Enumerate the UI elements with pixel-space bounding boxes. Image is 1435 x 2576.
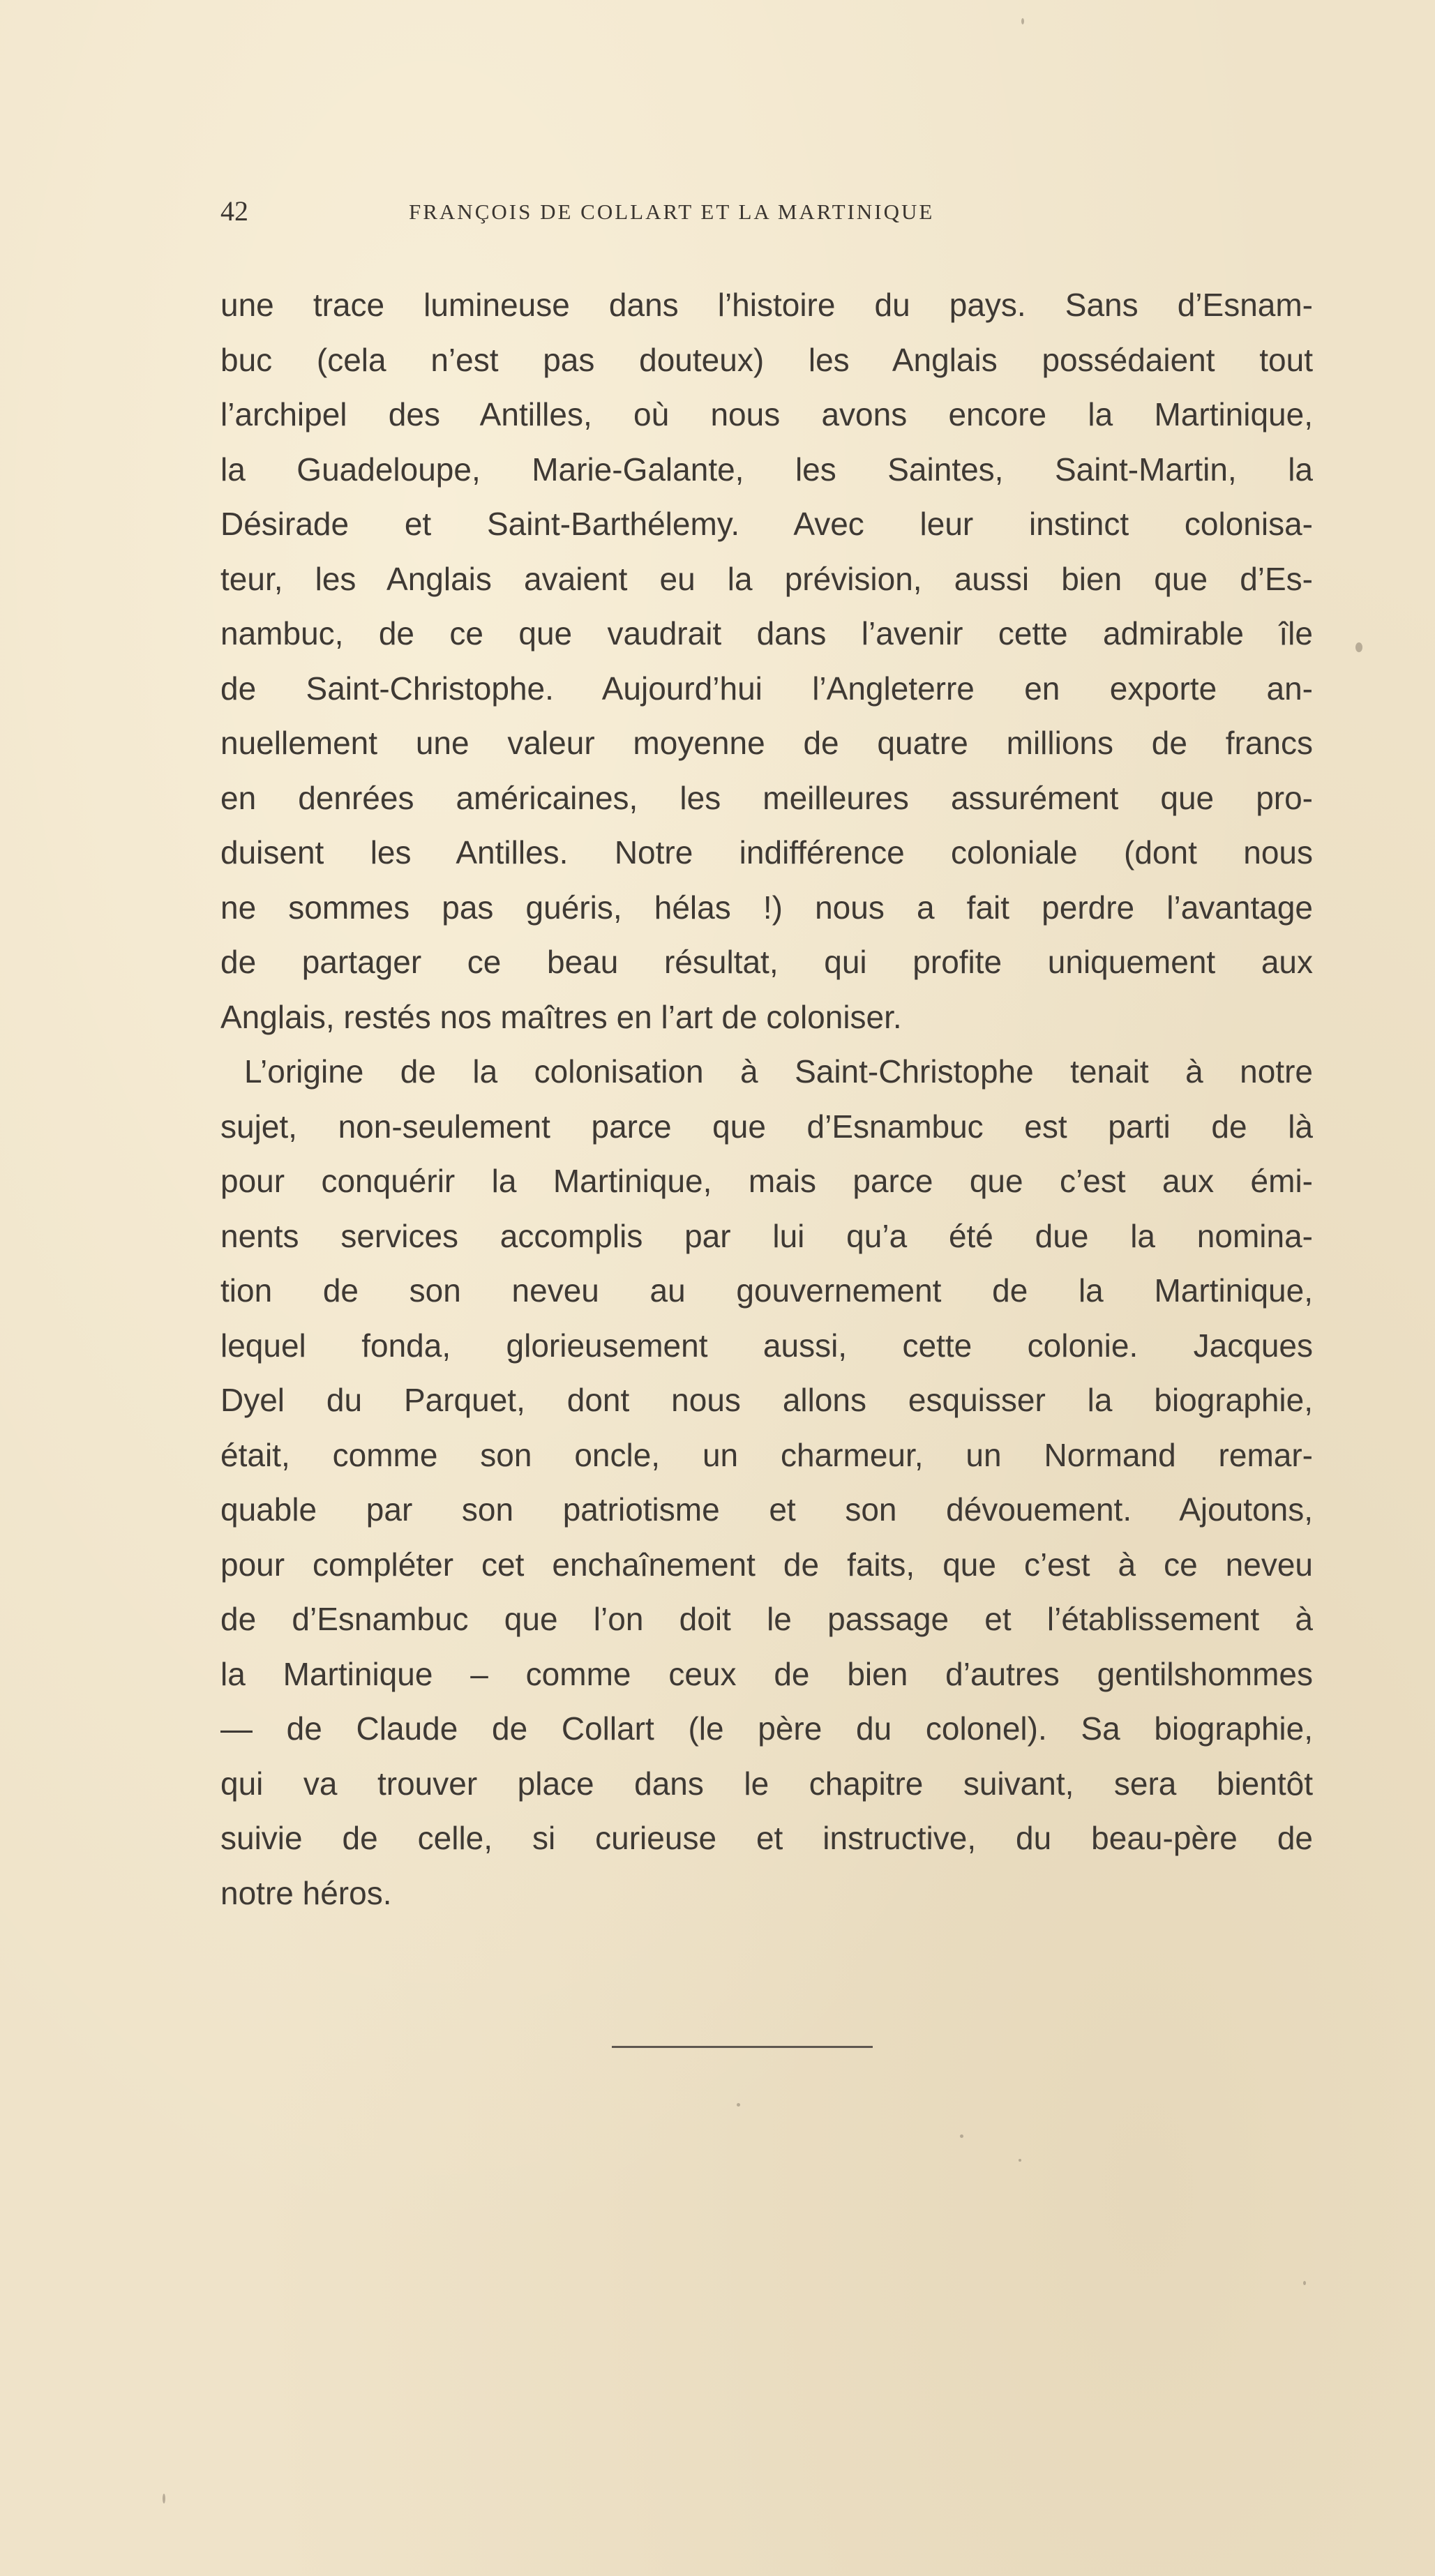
text-line: Dyel du Parquet, dont nous allons esquisser la biographie,	[220, 1382, 1313, 1418]
text-line: une trace lumineuse dans l’histoire du pays. Sans d’Esnam-	[220, 287, 1313, 323]
paragraph-2	[220, 1044, 1313, 1920]
text-line: pour conquérir la Martinique, mais parce que c’est aux émi-	[220, 1163, 1313, 1199]
text-line: ne sommes pas guéris, hélas !) nous a fait perdre l’avantage	[220, 889, 1313, 926]
running-head: FRANÇOIS DE COLLART ET LA MARTINIQUE	[409, 199, 935, 224]
text-line: teur, les Anglais avaient eu la prévision, aussi bien que d’Es-	[220, 560, 1313, 597]
text-line: Désirade et Saint-Barthélemy. Avec leur instinct colonisa-	[220, 506, 1313, 542]
text-line: nuellement une valeur moyenne de quatre millions de francs	[220, 725, 1313, 761]
text-line: la Martinique – comme ceux de bien d’autres gentilshommes	[220, 1655, 1313, 1692]
text-line: duisent les Antilles. Notre indifférence coloniale (dont nous	[220, 834, 1313, 871]
text-line: tion de son neveu au gouvernement de la Martinique,	[220, 1272, 1313, 1309]
text-line: pour compléter cet enchaînement de faits, que c’est à ce neveu	[220, 1546, 1313, 1583]
text-line: sujet, non-seulement parce que d’Esnambuc est parti de là	[220, 1108, 1313, 1145]
paper-speck	[163, 2494, 165, 2503]
paragraph-1	[220, 278, 1313, 1044]
text-line: nents services accomplis par lui qu’a été due la nomina-	[220, 1217, 1313, 1254]
text-line: lequel fonda, glorieusement aussi, cette colonie. Jacques	[220, 1327, 1313, 1364]
text-line: qui va trouver place dans le chapitre suivant, sera bientôt	[220, 1765, 1313, 1802]
text-line: en denrées américaines, les meilleures assurément que pro-	[220, 779, 1313, 816]
text-line: la Guadeloupe, Marie-Galante, les Saintes, Saint-Martin, la	[220, 451, 1313, 488]
text-line: était, comme son oncle, un charmeur, un Normand remar-	[220, 1436, 1313, 1473]
paper-speck	[737, 2103, 740, 2107]
page-header	[220, 194, 1176, 229]
paper-speck	[960, 2134, 963, 2138]
paper-speck	[1021, 18, 1024, 24]
page-number: 42	[220, 195, 248, 227]
body-text	[220, 278, 1313, 1920]
paper-speck	[1019, 2159, 1021, 2162]
text-line: L’origine de la colonisation à Saint-Christophe tenait à notre	[244, 1053, 1313, 1090]
text-line: suivie de celle, si curieuse et instructive, du beau-père de	[220, 1820, 1313, 1856]
paper-speck	[1303, 2281, 1306, 2285]
text-line: buc (cela n’est pas douteux) les Anglais possédaient tout	[220, 341, 1313, 378]
paper-speck	[1355, 642, 1362, 652]
text-line: notre héros.	[220, 1874, 392, 1911]
text-line: Anglais, restés nos maîtres en l’art de coloniser.	[220, 998, 902, 1035]
text-line: quable par son patriotisme et son dévouement. Ajoutons,	[220, 1491, 1313, 1528]
text-line: de Saint-Christophe. Aujourd’hui l’Angleterre en exporte an-	[220, 670, 1313, 707]
text-line: de d’Esnambuc que l’on doit le passage et l’établissement à	[220, 1601, 1313, 1637]
text-line: l’archipel des Antilles, où nous avons encore la Martinique,	[220, 396, 1313, 432]
end-rule	[612, 2046, 873, 2048]
text-line: nambuc, de ce que vaudrait dans l’avenir cette admirable île	[220, 615, 1313, 651]
text-line: — de Claude de Collart (le père du colonel). Sa biographie,	[220, 1710, 1313, 1747]
text-line: de partager ce beau résultat, qui profite uniquement aux	[220, 944, 1313, 980]
